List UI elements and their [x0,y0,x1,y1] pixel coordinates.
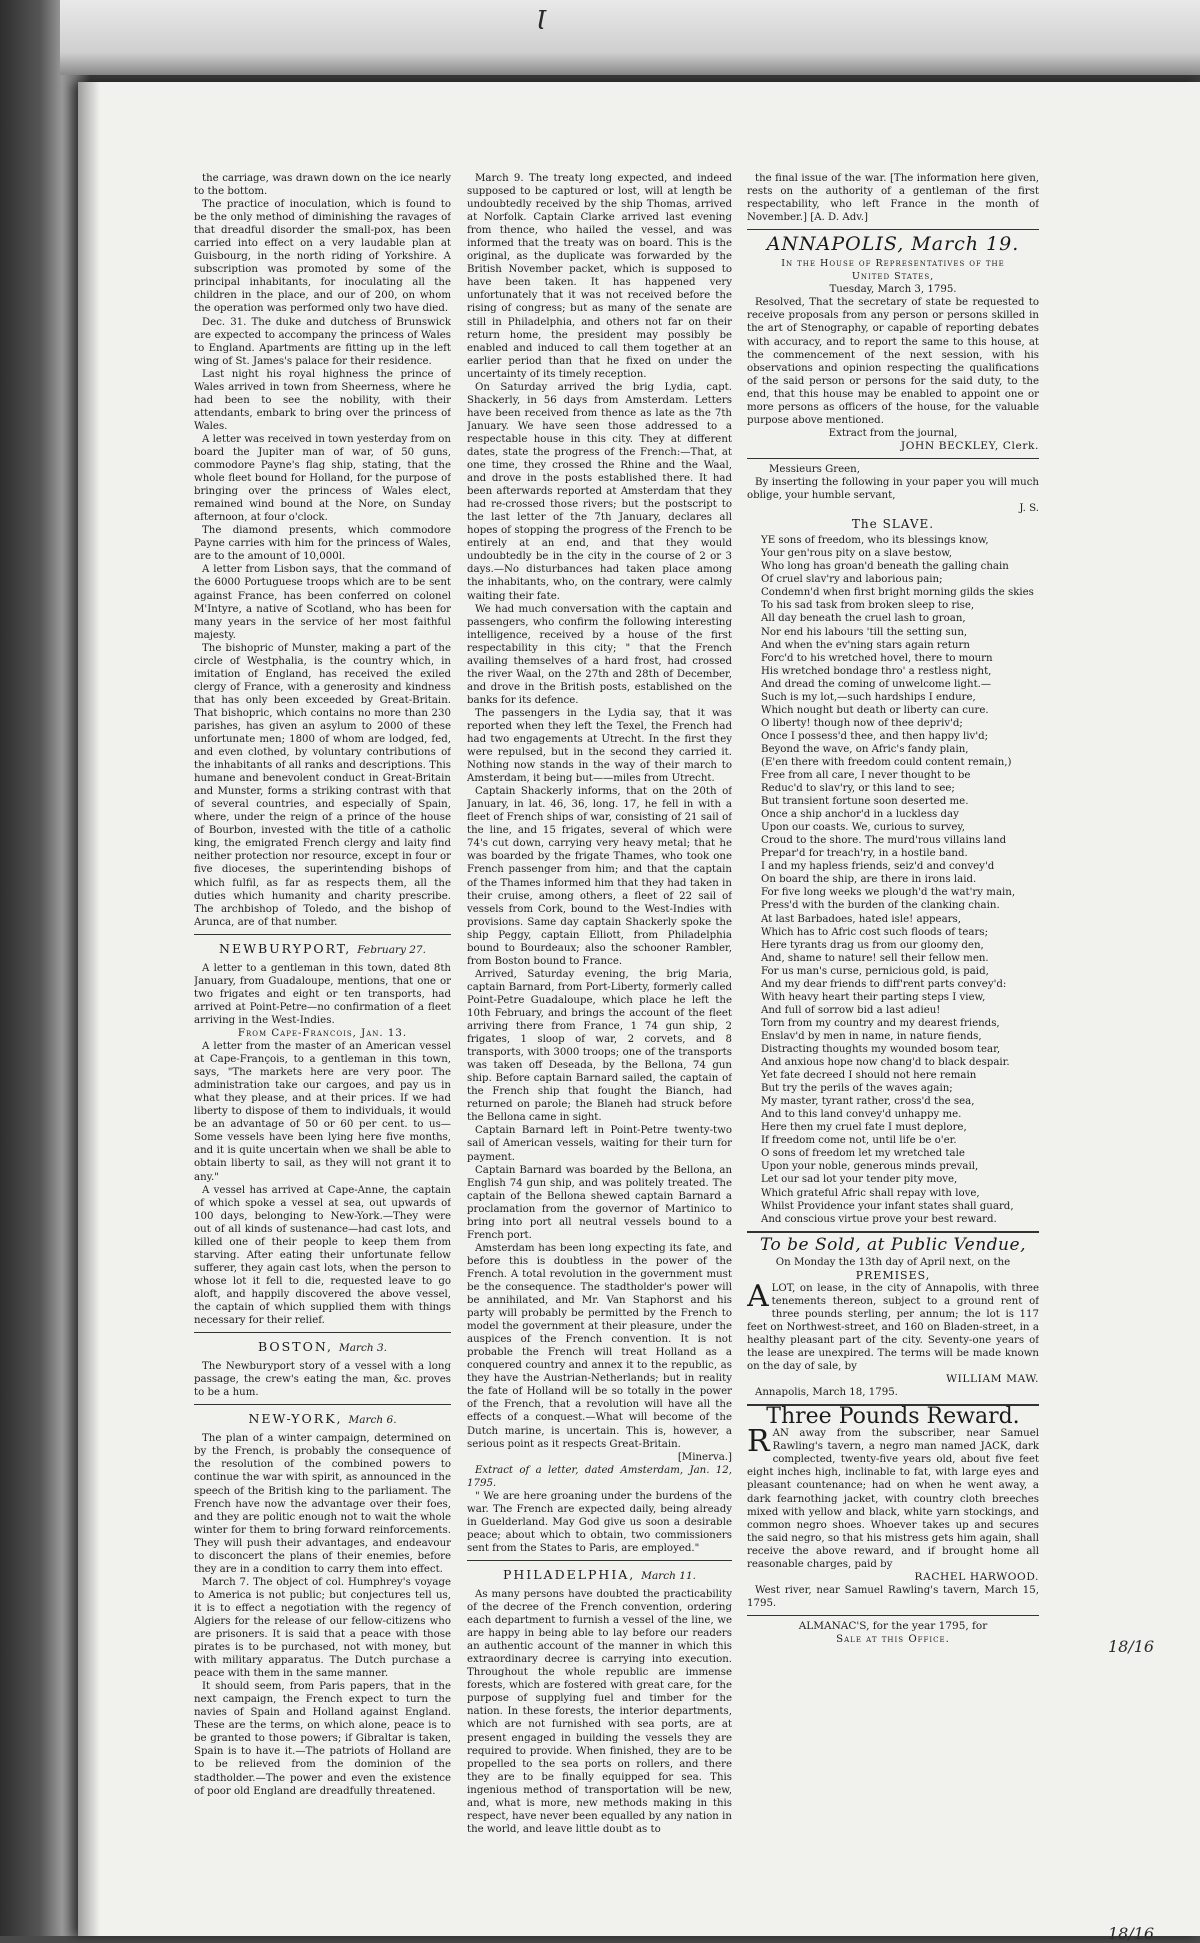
poem-line: Of cruel slav'ry and laborious pain; [761,574,943,586]
poem-line: For us man's curse, pernicious gold, is paid, [761,965,989,977]
premises-heading: PREMISES, [855,1268,931,1282]
sale-advert-body: ALOT, on lease, in the city of Annapolis, with three tenements thereon, subject to a ground rent of three pounds sterling, per annum; the lot is 117 feet on Northwest-street, and 160 on Bladen-street, in a healthy pleasant part of the city. Seventy-one years of the lease are unexpired. The terms will be made known on the day of sale, by [747,1278,1039,1373]
paragraph: Arrived, Saturday evening, the brig Maria, captain Barnard, from Port-Liberty, formerly called Point-Petre Guadaloupe, which place he left the 10th February, and brings the account of the fleet arriving there from France, 1 74 gun ship, 2 frigates, 1 sloop of war, 2 corvets, and 8 transports, with 3000 troops; one of the transports was taken off Deseada, by the Bellona, 74 gun ship. Before captain Barnard sailed, the captain of the French ship that fought the Bianch, had returned on parole; the Blaneh had struck before the Bellona came in sight. [467,968,732,1124]
philadelphia-paragraphs [467,1588,732,1836]
paragraph: the carriage, was drawn down on the ice nearly to the bottom. [194,173,451,198]
paragraph: The bishopric of Munster, making a part of the circle of Westphalia, is the country which, in imitation of England, has received the exiled clergy of France, with a generosity and kindness that has only been exceeded by Great-Britain. That bishopric, which contains no more than 230 parishes, has given an asylum to 2000 of these unfortunate men; 1800 of whom are lodged, fed, and even clothed, by voluntary contributions of the inhabitants of all ranks and descriptions. This humane and benevolent conduct in Great-Britain and Munster, forms a striking contrast with that of several countries, and especially of Spain, where, under the reign of a prince of the house of Bourbon, invested with the title of a catholic king, the emigrated French clergy and laity find neither protection nor resource, except in four or five dioceses, the superintending bishops of which fulfil, as far as respects them, all the duties which humanity and charity prescribe. The archbishop of Toledo, and the bishop of Arunca, are of that number. [194,642,451,928]
column-3 [747,172,1039,1912]
poem-title: The SLAVE. [851,517,935,532]
resolution-text: Resolved, That the secretary of state be requested to receive proposals from any person or persons skilled in the art of Stenography, or capable of reporting debates with accuracy, and to report the same to this house, at the commencement of the next session, with his observations and opinion respecting the qualifications of the said person or persons for the said duty, to the end, that this house may be enabled to appoint one or more persons as officers of the house, for the valuable purpose above mentioned. [747,297,1039,426]
column-3-top-paragraphs [747,172,1039,224]
poem-line: Forc'd to his wretched hovel, there to mourn [761,652,993,664]
handwritten-mark-2: 18/16 [1108,1637,1155,1656]
paragraph: Amsterdam has been long expecting its fate, and before this is doubtless in the power of the French. A total revolution in the government must be the consequence. The stadtholder's power will be annihilated, and Mr. Van Staphorst and his party will probably be permitted by the French to model the government at their pleasure, under the auspices of the French convention. It is not probable the French will treat Holland as a conquered country and annex it to the republic, as they have the Austrian-Netherlands; but in reality the fate of Holland will be so totally in the power of the French, that a revolution will have all the effects of a conquest.—What will become of the Dutch marine, is uncertain. This is, however, a serious point as it respects Great-Britain. [467,1242,732,1450]
paragraph: The Newburyport story of a vessel with a long passage, the crew's eating the man, &c. proves to be a hum. [194,1361,451,1399]
dateline-new-york: NEW-YORK, March 6. [248,1411,397,1427]
poem-line: My master, tyrant rather, cross'd the sea, [761,1096,975,1108]
column-2 [467,172,732,1912]
poem-line: Yet fate decreed I should not here remain [761,1070,977,1082]
poem-line: Upon our coasts. We, curious to survey, [761,822,966,834]
poem-line: On board the ship, are there in irons laid. [761,874,977,886]
previous-page-edge [60,0,1200,75]
journal-extract: Extract from the journal, [828,427,958,439]
poem-line: But transient fortune soon deserted me. [761,796,969,808]
poem-line: Torn from my country and my dearest friends, [761,1017,1000,1029]
handwritten-mark: Ɩ [536,6,547,36]
poem-line: And to this land convey'd unhappy me. [761,1109,962,1121]
poem-the-slave [747,534,1039,1225]
paragraph: Captain Barnard left in Point-Petre twenty-two sail of American vessels, waiting for their turn for payment. [467,1125,732,1163]
paragraph: A letter from the master of an American vessel at Cape-François, to a gentleman in this town, says, "The markets here are very poor. The administration take our cargoes, and pay us in what they please, and at their prices. If we had liberty to dispose of them to individuals, it would be an advantage of 50 or 60 per cent. to us—Some vessels have been lying here five months, and it is quite uncertain when we shall be able to obtain liberty to sail, as they will not grant it to any." [194,1041,451,1183]
poem-line: Your gen'rous pity on a slave bestow, [761,548,953,560]
paragraph: A vessel has arrived at Cape-Anne, the captain of which spoke a vessel at sea, out upwards of 100 days, belonging to New-York.—They were out of all kinds of sustenance—had cast lots, and killed one of their people to keep them from starving. After eating their unfortunate fellow sufferer, they again cast lots, when the person to whose lot it fell to die, requested leave to go aloft, and happily discovered the above vessel, the captain of which supplied them with things necessary for their relief. [194,1184,451,1327]
letter-initials: J. S. [1019,503,1039,515]
letter-salutation: Messieurs Green, [769,463,860,475]
reward-signature: RACHEL HARWOOD. [914,1570,1039,1583]
poem-line: And dread the coming of unwelcome light.— [761,678,992,690]
poem-line: Upon your noble, generous minds prevail, [761,1161,979,1173]
paragraph: Dec. 31. The duke and dutchess of Brunswick are expected to accompany the princess of Wales to England. Apartments are fitting up in the left wing of St. James's palace for their residence. [194,316,451,367]
paragraph: The diamond presents, which commodore Payne carries with him for the princess of Wales, are to the amount of 10,000l. [194,525,451,563]
poem-line: For five long weeks we plough'd the wat'ry main, [761,887,1016,899]
poem-line: O liberty! though now of thee depriv'd; [761,717,963,729]
house-heading-2: United States, [851,271,935,283]
paragraph: March 9. The treaty long expected, and indeed supposed to be captured or lost, will at length be undoubtedly received by the ship Thomas, arrived at Norfolk. Captain Clarke arrived last evening from thence, who hailed the vessel, and was informed that the treaty was on board. This is the original, as the duplicate was forwarded by the British November packet, which is supposed to have been taken. It has happened very unfortunately that it was not received before the rising of congress; but as many of the senate are still in Philadelphia, and others not far on their return home, the president may possibly be enabled and induced to call them together at an earlier period than that he fixed on under the uncertainty of its timely reception. [467,173,732,380]
poem-line: At last Barbadoes, hated isle! appears, [761,913,961,925]
almanac-notice: ALMANAC'S, for the year 1795, for [798,1619,988,1632]
poem-line: Such is my lot,—such hardships I endure, [761,691,976,703]
paragraph: The practice of inoculation, which is found to be the only method of diminishing the ravages of that dreadful disorder the small-pox, has been carried into effect on a very laudable plan at Guisbourg, in the north riding of Yorkshire. A subscription was promoted by some of the principal inhabitants, for inoculating all the children in the place, and our of 200, on whom the operation was performed only two have died. [194,199,451,315]
divider [194,934,451,935]
divider [467,1560,732,1561]
poem-line: His wretched bondage thro' a restless night, [761,665,992,677]
almanac-notice-2: Sale at this Office. [836,1633,950,1645]
poem-line: Prepar'd for treach'ry, in a hostile band. [761,848,968,860]
poem-line: With heavy heart their parting steps I view, [761,991,986,1003]
poem-line: But try the perils of the waves again; [761,1083,953,1095]
cape-francois-paragraphs [194,1040,451,1327]
paragraph: A letter was received in town yesterday from on board the Jupiter man of war, of 50 guns, commodore Payne's flag ship, stating, that the whole fleet bound for Holland, for the purpose of bringing over the princess of Wales elect, remained wind bound at the Nore, on Sunday afternoon, at four o'clock. [194,433,451,524]
paragraph: A letter to a gentleman in this town, dated 8th January, from Guadaloupe, mentions, that one or two frigates and eight or ten transports, had arrived at Point-Petre—no confirmation of a fleet arriving in the West-Indies. [194,962,451,1026]
reward-advert-body: RAN away from the subscriber, near Samuel Rawling's tavern, a negro man named JACK, dark complected, twenty-five years old, about five feet eight inches high, inclinable to fat, with large eyes and pleasant countenance; had on when he went away, a dark fearnothing jacket, with country cloth breeches mixed with yellow and black, white yarn stockings, and common negro shoes. Whoever takes up and secures the said negro, so that his mistress gets him again, shall receive the above reward, and if brought home all reasonable charges, paid by [747,1424,1039,1570]
poem-line: Here then my cruel fate I must deplore, [761,1122,967,1134]
poem-line: Whilst Providence your infant states shall guard, [761,1200,1014,1212]
poem-line: YE sons of freedom, who its blessings know, [761,535,989,547]
poem-line: Free from all care, I never thought to be [761,770,971,782]
paragraph: We had much conversation with the captain and passengers, who confirm the following interesting intelligence, received by a house of the first respectability in this city; " that the French availing themselves of a hard frost, had crossed the river Waal, on the 27th and 28th of December, and drove in the British posts, established on the banks for its defence. [467,603,732,706]
poem-line: And anxious hope now chang'd to black despair. [761,1057,1010,1069]
paragraph: A letter from Lisbon says, that the command of the 6000 Portuguese troops which are to be sent against France, has been conferred on colonel M'Intyre, a native of Scotland, who has been for many years in the service of her most faithful majesty. [194,564,451,641]
house-heading: In the House of Representatives of the [781,258,1005,270]
boston-paragraphs [194,1360,451,1399]
divider [747,458,1039,459]
paragraph: Captain Barnard was boarded by the Bellona, an English 74 gun ship, and was politely treated. The captain of the Bellona shewed captain Barnard a proclamation from the governor of Martinico to bring into port all neutral vessels bound to a French port. [467,1164,732,1241]
reward-advert-heading: Three Pounds Reward. [766,1404,1020,1430]
paragraph: Last night his royal highness the prince of Wales arrived in town from Sheerness, where he had been to see the nobility, with their attendants, embark to bring over the princess of Wales. [194,368,451,432]
poem-line: Let our sad lot your tender pity move, [761,1174,958,1186]
poem-line: I and my hapless friends, seiz'd and convey'd [761,861,995,873]
poem-line: And full of sorrow bid a last adieu! [761,1004,941,1016]
poem-line: Once a ship anchor'd in a luckless day [761,809,959,821]
poem-line: Nor end his labours 'till the setting sun, [761,626,968,638]
poem-line: Beyond the wave, on Afric's fandy plain, [761,743,969,755]
paragraph: The passengers in the Lydia say, that it was reported when they left the Texel, the French had had two engagements at Utrecht. In the first they were repulsed, but in the second they carried it. Nothing now stands in the way of their march to Amsterdam, it being but——miles from Utrecht. [467,707,732,785]
sale-date-line: On Monday the 13th day of April next, on the [775,1256,1011,1268]
sale-drop-cap: A [747,1278,769,1314]
column-1-paragraphs [194,172,451,929]
paragraph: Captain Shackerly informs, that on the 20th of January, in lat. 46, 36, long. 17, he fell in with a fleet of French ships of war, consisting of 21 sail of the line, and 15 frigates, several of which were 74's cut down, carrying very heavy metal; that he was boarded by the frigate Thames, who took one French passenger from him; and that the captain of the Thames informed him that they had taken in their cruise, among others, a fleet of 22 sail of vessels from Cork, bound to the West-Indies with provisions. Same day captain Shackerly spoke the ship Peggy, captain Elliott, from Philadelphia bound to Bourdeaux; also the schooner Rambler, from Boston bound to France. [467,786,732,967]
extract-paragraphs [467,1490,732,1555]
sale-advert-heading: To be Sold, at Public Vendue, [760,1234,1026,1255]
poem-line: Which grateful Afric shall repay with love, [761,1187,980,1199]
divider [747,1615,1039,1616]
new-york-paragraphs [194,1432,451,1797]
divider [194,1332,451,1333]
reward-place-date: West river, near Samuel Rawling's tavern, March 15, 1795. [747,1584,1039,1609]
poem-line: Here tyrants drag us from our gloomy den, [761,939,984,951]
poem-line: Enslav'd by men in name, in nature fiends, [761,1030,982,1042]
poem-line: And my dear friends to diff'rent parts convey'd: [761,978,1007,990]
paragraph: March 7. The object of col. Humphrey's voyage to America is not public; but conjectures tell us, it is to effect a negotiation with the regency of Algiers for the release of our fellow-citizens who are prisoners. It is said that a peace with those pirates is to be purchased, not with money, but with military apparatus. The Dutch purchase a peace with them in the same manner. [194,1576,451,1680]
dateline-newburyport: NEWBURYPORT, February 27. [219,940,426,956]
newburyport-paragraphs [194,962,451,1027]
poem-line: Which has to Afric cost such floods of tears; [761,926,988,938]
house-date: Tuesday, March 3, 1795. [829,284,957,296]
extract-heading: Extract of a letter, dated Amsterdam, Jan. 12, 1795. [467,1464,732,1489]
poem-line: All day beneath the cruel lash to groan, [761,613,966,625]
divider [747,229,1039,230]
sale-signature: WILLIAM MAW. [946,1373,1039,1386]
poem-line: Reduc'd to slav'ry, or this land to see; [761,783,955,795]
poem-line: To his sad task from broken sleep to rise, [761,600,975,612]
poem-line: Which nought but death or liberty can cure. [761,704,989,716]
poem-line: Distracting thoughts my wounded bosom tear, [761,1044,1001,1055]
annapolis-masthead: ANNAPOLIS, March 19. [766,233,1020,256]
dateline-boston: BOSTON, March 3. [258,1339,387,1355]
newspaper-page [78,82,1200,1943]
divider [194,1404,451,1405]
paragraph: As many persons have doubted the practicability of the decree of the French convention, ordering each department to furnish a vessel of the line, we are happy in being able to lay before our readers an authentic account of the manner in which this extraordinary decree is carrying into execution. Throughout the whole republic are immense forests, which are fostered with great care, for the purpose of supplying fuel and timber for the nation. In these forests, the interior departments, which are not furnished with sea ports, are at present engaged in building the vessels they are required to provide. When finished, they are to be propelled to the sea ports on rollers, and there they are to be finally equipped for sea. This ingenious method of transportation will be new, and, what is more, new methods making in this respect, have never been equalled by any nation in the world, and leave little doubt as to [467,1589,732,1835]
sale-place-date: Annapolis, March 18, 1795. [755,1387,898,1399]
poem-line: O sons of freedom let my wretched tale [761,1148,965,1160]
paragraph: " We are here groaning under the burdens of the war. The French are expected daily, being already in Guelderland. May God give us soon a desirable peace; about which to obtain, two commissioners sent from the States to Paris, are employed." [467,1490,732,1554]
poem-line: And conscious virtue prove your best reward. [761,1213,997,1225]
reward-drop-cap: R [747,1424,770,1460]
poem-line: And, shame to nature! sell their fellow men. [761,952,989,964]
binding-shadow [78,82,100,1936]
column-2-paragraphs [467,172,732,1451]
poem-line: Croud to the shore. The murd'rous villains land [761,835,1007,847]
poem-line: Condemn'd when first bright morning gilds the skies [761,587,1034,599]
poem-line: And when the ev'ning stars again return [761,639,970,651]
paragraph: It should seem, from Paris papers, that in the next campaign, the French expect to turn the navies of Spain and Holland against England. These are the terms, on which alone, peace is to be granted to those powers; if Gibraltar is taken, Spain is to have it.—The patriots of Holland are to be relieved from the dominion of the stadtholder.—The power and even the existence of poor old England are dreadfully threatened. [194,1681,451,1797]
column-1 [194,172,451,1912]
poem-line: Press'd with the burden of the clanking chain. [761,900,1000,912]
poem-line: (E'en there with freedom could content remain,) [761,756,1012,768]
handwritten-mark-3: 18/16 [1108,1924,1155,1943]
clerk-signature: JOHN BECKLEY, Clerk. [900,439,1039,452]
paragraph: On Saturday arrived the brig Lydia, capt. Shackerly, in 56 days from Amsterdam. Letters have been received from thence as late as the 7th January. We have seen those addressed to a respectable house in this city. They at different dates, state the progress of the French:—That, at one time, they crossed the Rhine and the Waal, and drove in the posts established there. It had been afterwards reported at Amsterdam that they had re-crossed those rivers; but the postscript to the last letter of the 7th January, declares all hopes of stopping the progress of the French to be entirely at an end, and that they would undoubtedly be in the city in the course of 2 or 3 days.—No disturbances had taken place among the inhabitants, who, on the contrary, were calmly waiting their fate. [467,381,732,602]
poem-line: If freedom come not, until life be o'er. [761,1135,957,1147]
poem-line: Once I possess'd thee, and then happy liv'd; [761,730,989,742]
paragraph: The plan of a winter campaign, determined on by the French, is probably the consequence of the resolution of the combined powers to continue the war with spirit, as announced in the speech of the British king to the parliament. The French have now the advantage over their foes, and they are politic enough not to wait the whole winter for them to bring forward reinforcements. They will push their advantages, and endeavour to disconcert the plans of their enemies, before they are in a condition to carry them into effect. [194,1433,451,1575]
dateline-philadelphia: PHILADELPHIA, March 11. [503,1566,696,1582]
source-credit: [Minerva.] [677,1451,732,1463]
poem-line: Who long has groan'd beneath the galling chain [761,561,1009,573]
paragraph: the final issue of the war. [The information here given, rests on the authority of a gentleman of the first respectability, who left France in the month of November.] [A. D. Adv.] [747,173,1039,224]
cape-francois-heading: From Cape-Francois, Jan. 13. [237,1028,408,1039]
divider [747,1231,1039,1233]
letter-request: By inserting the following in your paper you will much oblige, your humble servant, [747,476,1039,502]
